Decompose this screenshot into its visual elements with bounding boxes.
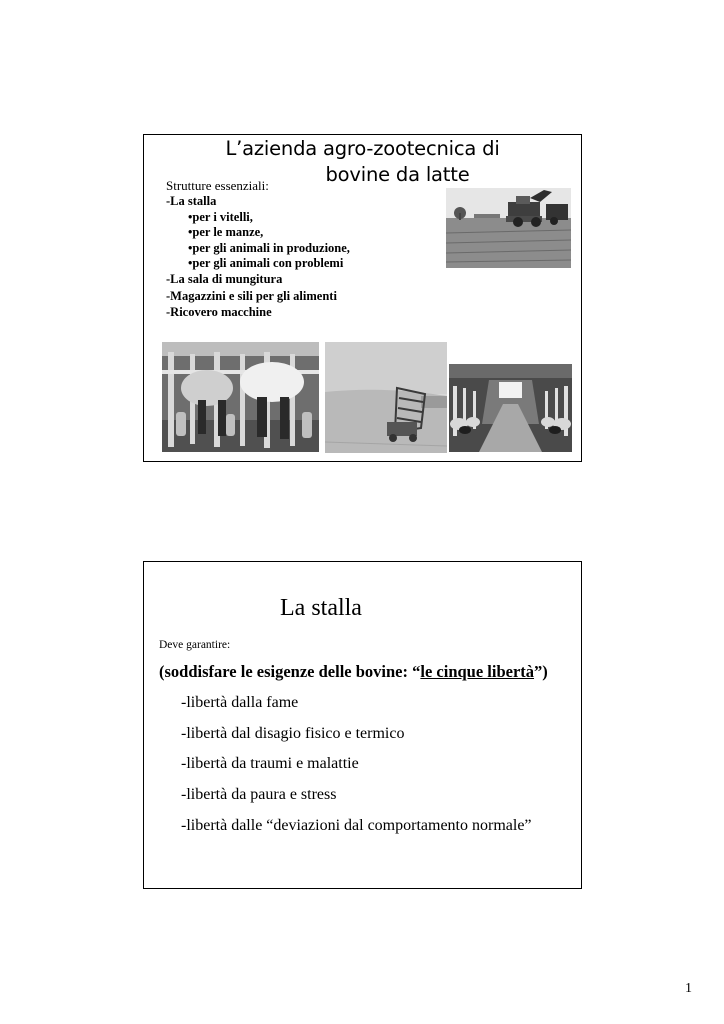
slide-lead (159, 662, 548, 682)
list-item: -libertà da paura e stress (181, 786, 337, 804)
list-item: -libertà dal disagio fisico e termico (181, 724, 405, 742)
freedoms-list (181, 693, 532, 846)
structures-list (166, 194, 350, 320)
milking-parlor-photo (162, 342, 319, 452)
list-item: -La stalla (166, 194, 217, 208)
slide-title-line-1: L’azienda agro-zootecnica di (225, 137, 500, 160)
list-item: -libertà dalle “deviazioni dal comportamento normale” (181, 816, 532, 834)
feed-machine-photo (325, 342, 447, 453)
slide-title-line-2: bovine da latte (325, 163, 470, 186)
lead-underlined: le cinque libertà (420, 662, 535, 681)
slide-azienda (143, 134, 582, 462)
list-item: -libertà dalla fame (181, 694, 299, 711)
barn-interior-photo (449, 364, 572, 452)
list-item: •per i vitelli, (188, 209, 253, 224)
lead-prefix: (soddisfare le esigenze delle bovine: “ (159, 662, 421, 681)
slide-stalla (143, 561, 582, 889)
list-item: -La sala di mungitura (166, 271, 283, 286)
slide-intro: Deve garantire: (159, 639, 231, 651)
list-item: -Magazzini e sili per gli alimenti (166, 289, 337, 303)
lead-suffix: ”) (534, 662, 548, 681)
slide-title: La stalla (280, 595, 362, 621)
list-item: -libertà da traumi e malattie (181, 755, 359, 773)
list-item: •per gli animali in produzione, (188, 240, 350, 255)
harvester-photo (446, 188, 571, 268)
slide-subtitle: Strutture essenziali: (166, 178, 269, 193)
list-item: •per le manze, (188, 225, 264, 239)
page-number: 1 (685, 981, 692, 996)
list-item: •per gli animali con problemi (188, 256, 344, 270)
list-item: -Ricovero macchine (166, 304, 272, 319)
